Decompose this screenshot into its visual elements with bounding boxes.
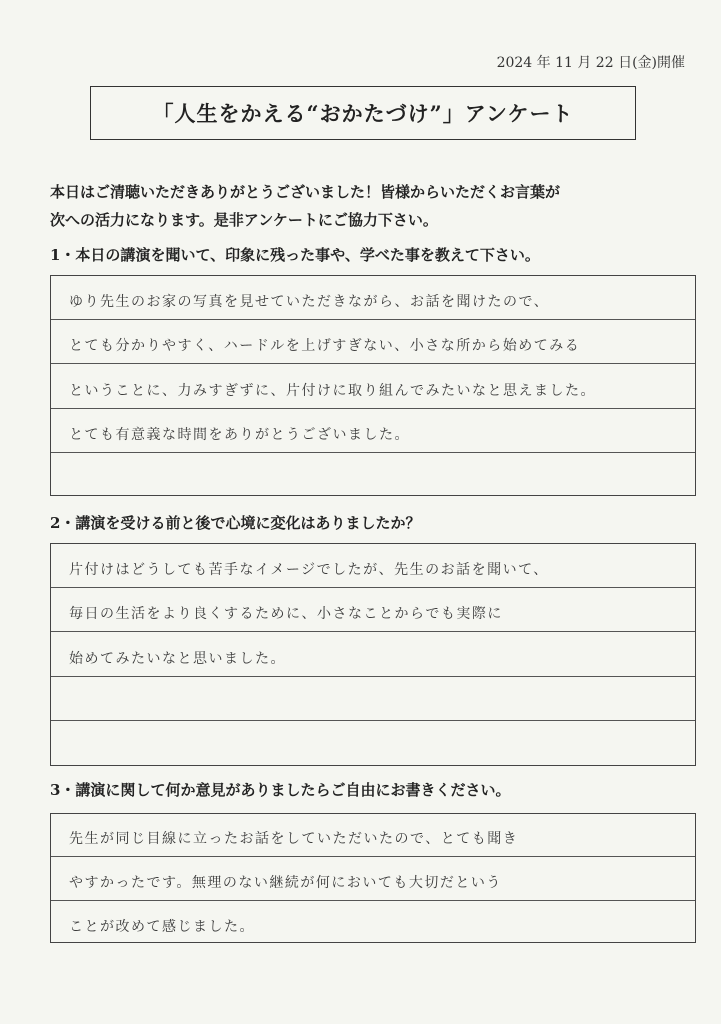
question-2-label: 2・講演を受ける前と後で心境に変化はありましたか？ [50, 514, 421, 532]
answer-line [51, 364, 695, 408]
answer-line [51, 814, 695, 857]
answer-line [51, 409, 695, 453]
handwritten-answer: 始めてみたいなと思いました。 [69, 650, 286, 667]
handwritten-answer: 片付けはどうしても苦手なイメージでしたが、先生のお話を聞いて、 [69, 562, 549, 579]
answer-line [51, 721, 695, 765]
answer-line [51, 453, 695, 497]
handwritten-answer: 先生が同じ目線に立ったお話をしていただいたので、とても聞き [69, 831, 519, 848]
answer-box-2 [50, 543, 696, 766]
answer-line [51, 857, 695, 900]
intro-text [50, 178, 690, 234]
handwritten-answer: とても分かりやすく、ハードルを上げすぎない、小さな所から始めてみる [69, 338, 581, 355]
intro-line-1: 本日はご清聴いただきありがとうございました！皆様からいただくお言葉が [50, 183, 561, 201]
answer-line [51, 901, 695, 944]
handwritten-answer: ということに、力みすぎずに、片付けに取り組んでみたいなと思えました。 [69, 382, 596, 399]
survey-title [90, 86, 636, 140]
intro-line-2: 次への活力になります。是非アンケートにご協力下さい。 [50, 211, 438, 229]
handwritten-answer: やすかったです。無理のない継続が何においても大切だという [69, 874, 502, 891]
answer-line [51, 544, 695, 588]
answer-line [51, 588, 695, 632]
handwritten-answer: 毎日の生活をより良くするために、小さなことからでも実際に [69, 606, 503, 623]
answer-box-3 [50, 813, 696, 943]
handwritten-answer: とても有意義な時間をありがとうございました。 [69, 426, 410, 443]
handwritten-answer: ことが改めて感じました。 [69, 918, 255, 935]
question-1-label: 1・本日の講演を聞いて、印象に残った事や、学べた事を教えて下さい。 [50, 246, 540, 264]
answer-line [51, 677, 695, 721]
handwritten-answer: ゆり先生のお家の写真を見せていただきながら、お話を聞けたので、 [69, 294, 550, 311]
answer-line [51, 276, 695, 320]
answer-line [51, 632, 695, 676]
answer-box-1 [50, 275, 696, 496]
event-date: 2024 年 11 月 22 日(金)開催 [496, 55, 685, 71]
survey-title-text: 「人生をかえる“おかたづけ”」アンケート [152, 101, 574, 126]
answer-line [51, 320, 695, 364]
question-3-label: 3・講演に関して何か意見がありましたらご自由にお書きください。 [50, 781, 511, 799]
